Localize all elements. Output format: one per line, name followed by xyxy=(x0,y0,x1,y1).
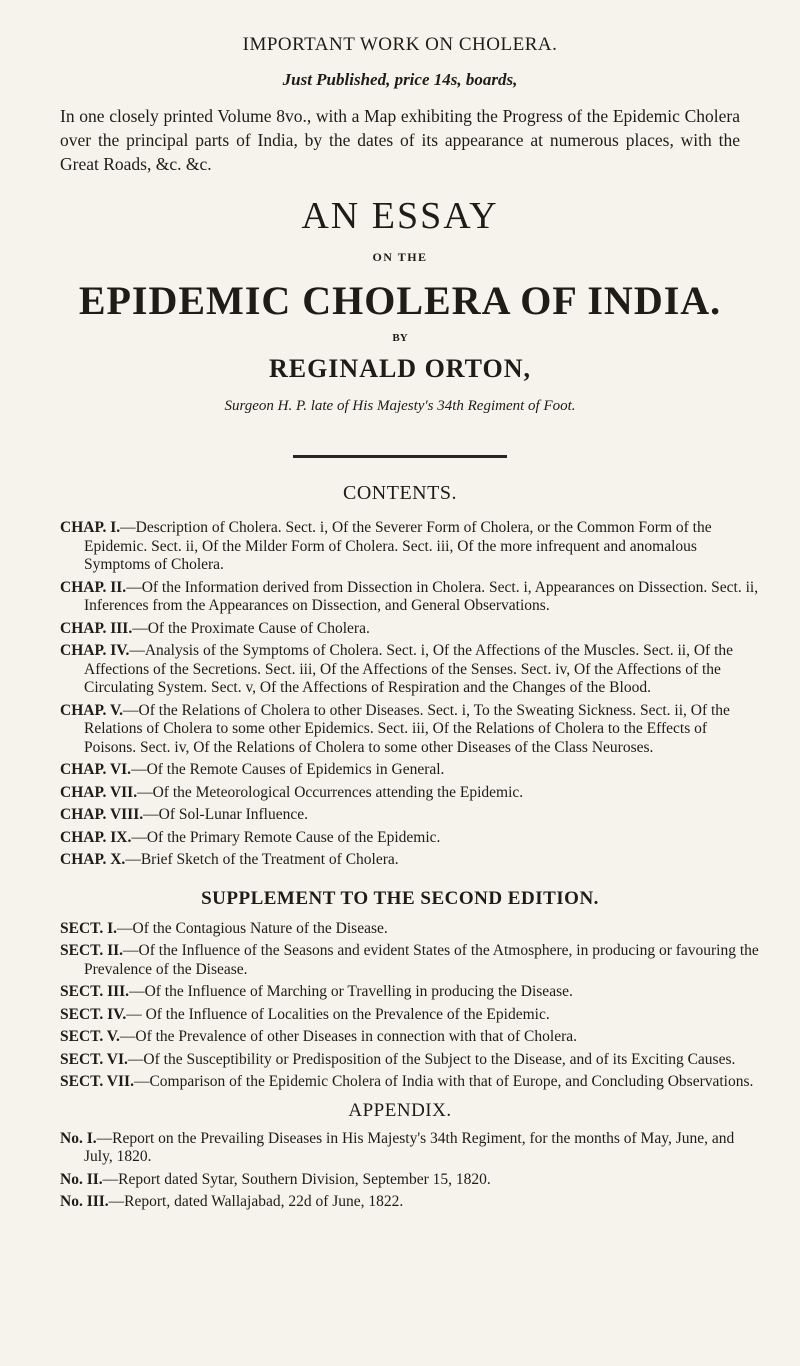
contents-list xyxy=(36,519,759,870)
supplement-entry: SECT. VI.—Of the Susceptibility or Predisposition of the Subject to the Disease, and of its Exciting Causes. xyxy=(60,1050,736,1068)
appendix-entry: No. I.—Report on the Prevailing Diseases in His Majesty's 34th Regiment, for the months of May, June, and July, 1820. xyxy=(60,1129,735,1165)
intro-paragraph: In one closely printed Volume 8vo., with a Map exhibiting the Progress of the Epidemic Cholera over the principal parts of India, by the dates of its appearance at numerous places, with the Great Roads, &c. &c. xyxy=(60,106,740,174)
chapter-entry: CHAP. X.—Brief Sketch of the Treatment of Cholera. xyxy=(60,851,399,868)
book-title: EPIDEMIC CHOLERA OF INDIA. xyxy=(78,278,722,323)
chapter-entry: CHAP. IV.—Analysis of the Symptoms of Cholera. Sect. i, Of the Affections of the Muscles. Sect. ii, Of the Affections of the Secretions. Sect. iii, Of the Affections of the Senses. Sect. iv, Of the Affections of the Circulating System. Sect. v, Of the Affections of Respiration and the Changes of the Blood. xyxy=(60,642,734,696)
author-role: Surgeon H. P. late of His Majesty's 34th Regiment of Foot. xyxy=(224,398,576,414)
chapter-entry: CHAP. III.—Of the Proximate Cause of Cholera. xyxy=(60,619,370,637)
supplement-entry: SECT. III.—Of the Influence of Marching or Travelling in producing the Disease. xyxy=(60,983,573,1000)
appendix-heading: APPENDIX. xyxy=(348,1099,452,1121)
title-on-the: ON THE xyxy=(372,250,428,264)
supplement-entry: SECT. IV.— Of the Influence of Localities on the Prevalence of the Epidemic. xyxy=(60,1005,550,1023)
contents-heading: CONTENTS. xyxy=(343,482,457,504)
divider-rule xyxy=(293,455,507,458)
author-name: REGINALD ORTON, xyxy=(268,354,532,383)
supplement-entry: SECT. I.—Of the Contagious Nature of the Disease. xyxy=(60,919,388,937)
appendix-entry: No. II.—Report dated Sytar, Southern Division, September 15, 1820. xyxy=(60,1170,491,1188)
chapter-entry: CHAP. IX.—Of the Primary Remote Cause of the Epidemic. xyxy=(60,828,441,846)
supplement-list xyxy=(36,919,759,1092)
supplement-heading: SUPPLEMENT TO THE SECOND EDITION. xyxy=(201,887,599,909)
chapter-entry: CHAP. V.—Of the Relations of Cholera to other Diseases. Sect. i, To the Sweating Sickness. Sect. ii, Of the Relations of Cholera to some other Epidemics. Sect. iii, Of the Relations of Cholera to the Effects of Poisons. Sect. iv, Of the Relations of Cholera to some other Diseases of the Class Neuroses. xyxy=(60,701,730,756)
title-an-essay: AN ESSAY xyxy=(301,195,499,237)
chapter-entry: CHAP. II.—Of the Information derived from Dissection in Cholera. Sect. i, Appearances on Dissection. Sect. ii, Inferences from the Appearances on Dissection, and General Observations. xyxy=(60,578,759,614)
publication-note: Just Published, price 14s, boards, xyxy=(282,70,518,89)
title-by: BY xyxy=(392,332,408,344)
supplement-entry: SECT. VII.—Comparison of the Epidemic Cholera of India with that of Europe, and Concluding Observations. xyxy=(60,1073,754,1090)
chapter-entry: CHAP. VII.—Of the Meteorological Occurrences attending the Epidemic. xyxy=(60,783,524,801)
appendix-entry: No. III.—Report, dated Wallajabad, 22d of June, 1822. xyxy=(60,1193,404,1210)
supplement-entry: SECT. II.—Of the Influence of the Seasons and evident States of the Atmosphere, in producing or favouring the Prevalence of the Disease. xyxy=(60,942,759,978)
supplement-entry: SECT. V.—Of the Prevalence of other Diseases in connection with that of Cholera. xyxy=(60,1028,577,1045)
appendix-list xyxy=(36,1130,740,1212)
chapter-entry: CHAP. VI.—Of the Remote Causes of Epidemics in General. xyxy=(60,761,445,778)
chapter-entry: CHAP. VIII.—Of Sol-Lunar Influence. xyxy=(60,806,308,823)
page-header: IMPORTANT WORK ON CHOLERA. xyxy=(242,34,558,55)
chapter-entry: CHAP. I.—Description of Cholera. Sect. i, Of the Severer Form of Cholera, or the Common Form of the Epidemic. Sect. ii, Of the Milder Form of Cholera. Sect. iii, Of the more infrequent and anomalous Symptoms of Cholera. xyxy=(60,519,712,573)
